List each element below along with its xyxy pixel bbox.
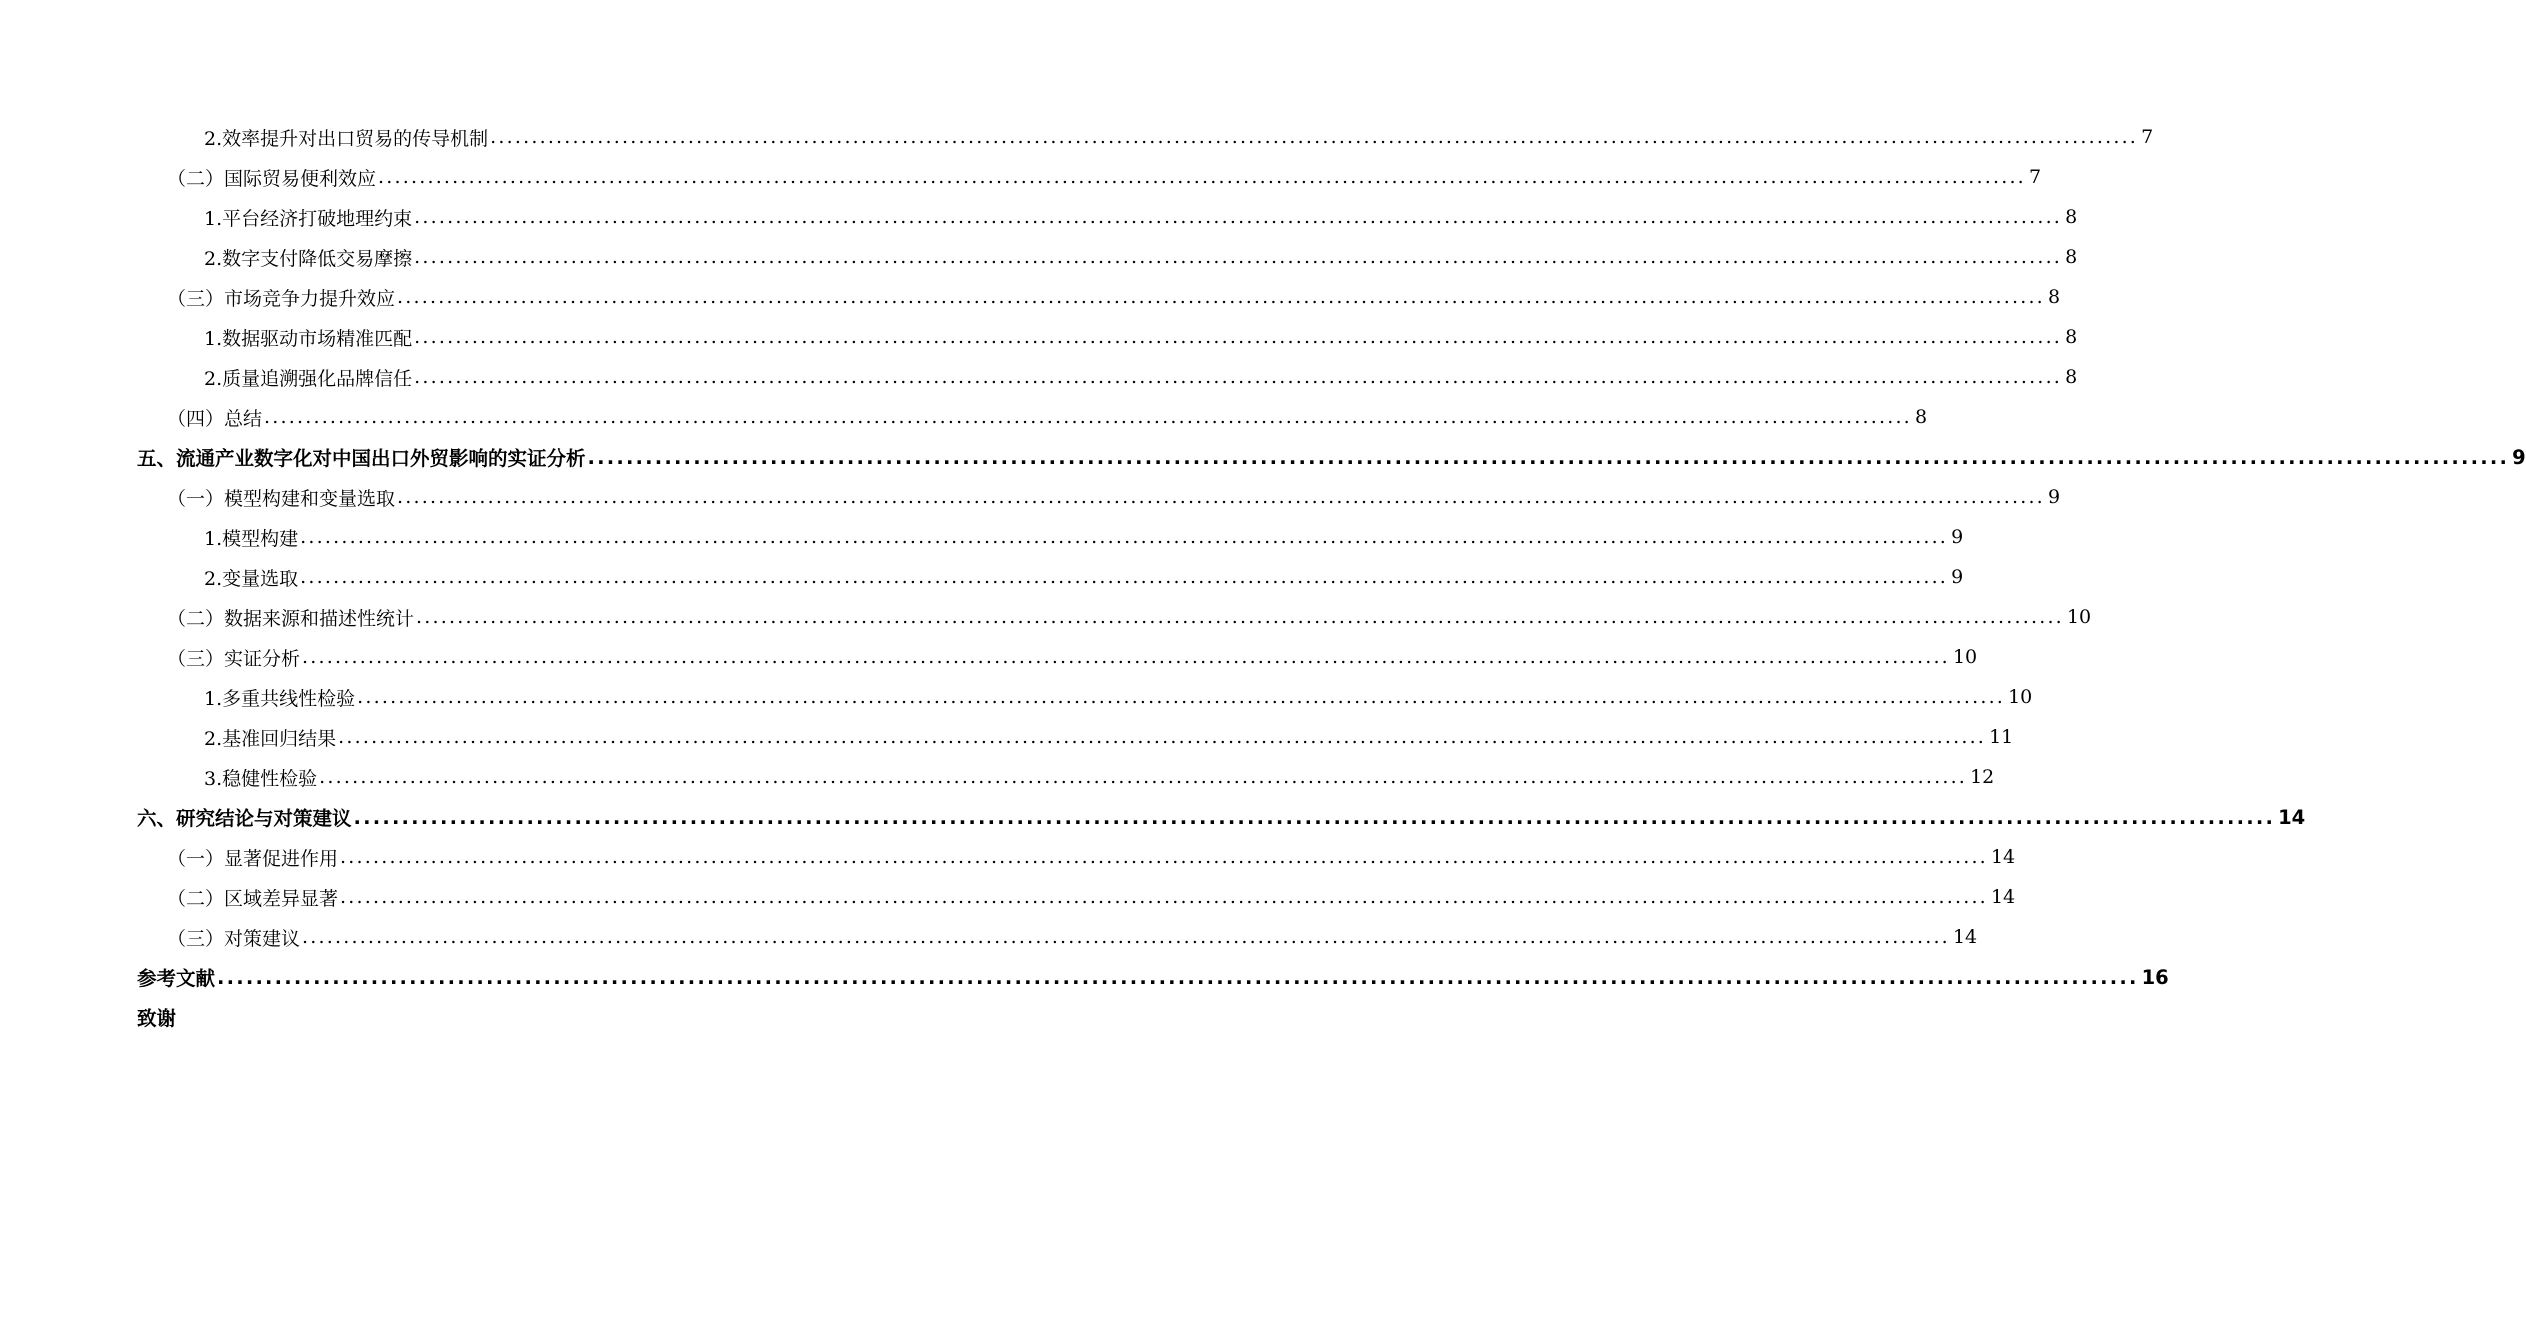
toc-dot-leader: ........................................................................................................................................................................................................ — [319, 766, 1968, 788]
toc-entry-title: 2.效率提升对出口贸易的传导机制 — [204, 127, 489, 150]
toc-page-number: 9 — [1951, 526, 1964, 548]
toc-entry[interactable] — [0, 597, 2092, 637]
toc-page-number: 8 — [2065, 246, 2078, 268]
toc-entry[interactable] — [0, 757, 1995, 797]
toc-page-number: 12 — [1970, 766, 1995, 788]
toc-entry-title: 参考文献 — [137, 967, 216, 990]
toc-entry[interactable] — [0, 277, 2061, 317]
toc-entry[interactable] — [0, 397, 1928, 437]
toc-page-number: 8 — [2065, 326, 2078, 348]
toc-entry-title: 3.稳健性检验 — [204, 767, 318, 790]
toc-entry-title: 五、流通产业数字化对中国出口外贸影响的实证分析 — [137, 447, 586, 470]
toc-page-number: 16 — [2141, 965, 2169, 989]
toc-entry[interactable] — [0, 717, 2014, 757]
toc-entry-title: 1.模型构建 — [204, 527, 299, 550]
toc-dot-leader: ........................................................................................................................................................................................................ — [397, 486, 2045, 508]
toc-entry-title: （二）数据来源和描述性统计 — [167, 607, 415, 630]
toc-entry-title: （二）区域差异显著 — [167, 887, 339, 910]
toc-dot-leader: ........................................................................................................................................................................................................ — [414, 326, 2063, 348]
toc-entry[interactable] — [0, 197, 2078, 237]
toc-dot-leader: ........................................................................................................................................................................................................ — [414, 366, 2063, 388]
toc-dot-leader: ........................................................................................................................................................................................................ — [264, 406, 1912, 428]
toc-entry-title: 1.平台经济打破地理约束 — [204, 207, 413, 230]
toc-page-number: 9 — [2512, 445, 2526, 469]
toc-entry-title: （一）模型构建和变量选取 — [167, 487, 396, 510]
toc-entry[interactable] — [0, 557, 1964, 597]
toc-page-number: 7 — [2141, 126, 2154, 148]
toc-dot-leader: ........................................................................................................................................................................................................ — [302, 646, 1950, 668]
toc-page-number: 14 — [2278, 805, 2306, 829]
toc-entry-title: 1.数据驱动市场精准匹配 — [204, 327, 413, 350]
toc-dot-leader: ........................................................................................................................................................................................................ — [300, 566, 1949, 588]
toc-entry[interactable] — [0, 237, 2078, 277]
toc-entry[interactable] — [0, 357, 2078, 397]
toc-dot-leader: ........................................................................................................................................................................................................ — [340, 886, 1988, 908]
toc-entry[interactable] — [0, 517, 1964, 557]
toc-entry-title: （二）国际贸易便利效应 — [167, 167, 377, 190]
toc-page-number: 8 — [2047, 286, 2061, 308]
toc-dot-leader: ........................................................................................................................................................................................................ — [397, 286, 2045, 308]
toc-page-number: 8 — [2065, 206, 2078, 228]
toc-entry[interactable] — [0, 637, 1978, 677]
toc-page-number: 9 — [1951, 566, 1964, 588]
toc-page-number: 14 — [1990, 846, 2016, 868]
toc-entry-title: 致谢 — [137, 1007, 177, 1030]
toc-entry-title: 2.变量选取 — [204, 567, 299, 590]
toc-entry[interactable] — [0, 917, 1978, 957]
toc-entry[interactable] — [0, 957, 2169, 997]
toc-dot-leader: ........................................................................................................................................................................................................ — [587, 445, 2510, 469]
toc-dot-leader: ........................................................................................................................................................................................................ — [217, 965, 2139, 989]
toc-entry-title: （三）市场竞争力提升效应 — [167, 287, 396, 310]
toc-dot-leader: ........................................................................................................................................................................................................ — [353, 805, 2276, 829]
toc-page-number: 9 — [2047, 486, 2061, 508]
toc-dot-leader: ........................................................................................................................................................................................................ — [414, 246, 2063, 268]
toc-entry[interactable] — [0, 477, 2061, 517]
toc-page-number: 14 — [1990, 886, 2016, 908]
toc-dot-leader: ........................................................................................................................................................................................................ — [338, 726, 1987, 748]
toc-page-number: 8 — [2065, 366, 2078, 388]
toc-entry[interactable] — [0, 797, 2306, 837]
toc-entry[interactable] — [0, 317, 2078, 357]
toc-dot-leader: ........................................................................................................................................................................................................ — [340, 846, 1988, 868]
toc-entry[interactable] — [0, 877, 2016, 917]
toc-entry-title: （四）总结 — [167, 407, 263, 430]
toc-entry-title: 2.质量追溯强化品牌信任 — [204, 367, 413, 390]
toc-page-number: 10 — [2066, 606, 2092, 628]
toc-entry-title: （三）对策建议 — [167, 927, 301, 950]
toc-entry-title: （一）显著促进作用 — [167, 847, 339, 870]
toc-page-number: 10 — [2008, 686, 2033, 708]
toc-page-number: 8 — [1914, 406, 1928, 428]
toc-entry-title: （三）实证分析 — [167, 647, 301, 670]
toc-entry[interactable] — [0, 157, 2042, 197]
toc-dot-leader: ........................................................................................................................................................................................................ — [300, 526, 1949, 548]
toc-dot-leader: ........................................................................................................................................................................................................ — [302, 926, 1950, 948]
toc-page-number: 10 — [1952, 646, 1978, 668]
toc-dot-leader: ........................................................................................................................................................................................................ — [357, 686, 2006, 708]
toc-entry-title: 2.基准回归结果 — [204, 727, 337, 750]
toc-entry[interactable] — [0, 997, 950, 1037]
toc-page-number: 14 — [1952, 926, 1978, 948]
toc-dot-leader: ........................................................................................................................................................................................................ — [416, 606, 2064, 628]
toc-page-number: 7 — [2028, 166, 2042, 188]
toc-entry[interactable] — [0, 677, 2033, 717]
toc-entry-title: 1.多重共线性检验 — [204, 687, 356, 710]
toc-entry[interactable] — [0, 437, 2526, 477]
table-of-contents — [0, 117, 2526, 1037]
toc-entry-title: 2.数字支付降低交易摩擦 — [204, 247, 413, 270]
toc-dot-leader: ........................................................................................................................................................................................................ — [414, 206, 2063, 228]
toc-page-number: 11 — [1989, 726, 2014, 748]
toc-dot-leader: ........................................................................................................................................................................................................ — [490, 126, 2139, 148]
toc-entry[interactable] — [0, 117, 2154, 157]
toc-dot-leader: ........................................................................................................................................................................................................ — [378, 166, 2026, 188]
toc-entry[interactable] — [0, 837, 2016, 877]
toc-entry-title: 六、研究结论与对策建议 — [137, 807, 352, 830]
